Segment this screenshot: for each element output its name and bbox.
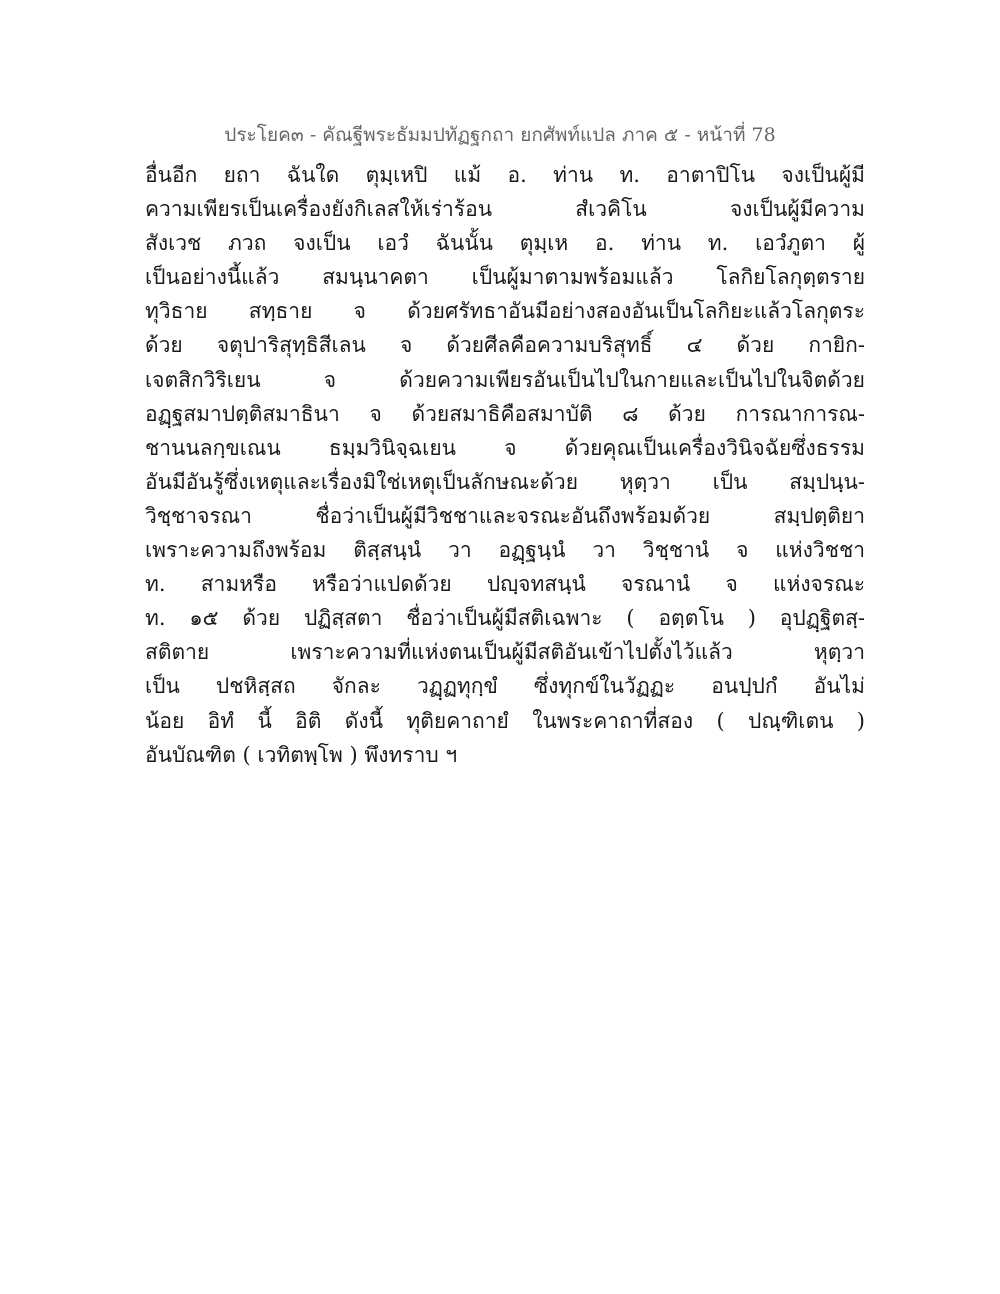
text-line: เพราะความถึงพร้อม ติสฺสนฺนํ วา อฏฺฐนฺนํ วา วิชฺชานํ จ แห่งวิชชา <box>145 538 865 563</box>
text-line: เจตสิกวิริเยน จ ด้วยความเพียรอันเป็นไปในกายและเป็นไปในจิตด้วย <box>145 367 865 392</box>
text-line: น้อย อิทํ นี้ อิติ ดังนี้ ทุติยคาถายํ ในพระคาถาที่สอง ( ปณฺฑิเตน ) <box>145 708 865 733</box>
page-header-text: ประโยค๓ - คัณฐีพระธัมมปทัฏฐกถา ยกศัพท์แปล ภาค ๕ - หน้าที่ 78 <box>224 124 776 146</box>
text-line: ความเพียรเป็นเครื่องยังกิเลสให้เร่าร้อน สํเวคิโน จงเป็นผู้มีความ <box>145 197 865 222</box>
text-line-last: อันบัณฑิต ( เวทิตพฺโพ ) พึงทราบ ฯ <box>145 742 458 767</box>
text-line: ท. ๑๕ ด้วย ปฏิสฺสตา ชื่อว่าเป็นผู้มีสติเฉพาะ ( อตฺตโน ) อุปฏฺฐิตสฺ- <box>145 606 865 631</box>
text-line: ด้วย จตุปาริสุทฺธิสีเลน จ ด้วยศีลคือความบริสุทธิ์ ๔ ด้วย กายิก- <box>145 333 865 358</box>
text-line: เป็นอย่างนี้แล้ว สมนฺนาคตา เป็นผู้มาตามพร้อมแล้ว โลกิยโลกุตฺตราย <box>145 265 865 290</box>
text-line: อฏฺฐสมาปตฺติสมาธินา จ ด้วยสมาธิคือสมาบัติ ๘ ด้วย การณาการณ- <box>145 401 865 426</box>
text-line: เป็น ปชหิสฺสถ จักละ วฏฺฏทุกฺขํ ซึ่งทุกข์ในวัฏฏะ อนปฺปกํ อันไม่ <box>145 674 865 699</box>
body-text <box>145 158 865 772</box>
text-line: อื่นอีก ยถา ฉันใด ตุมฺเหปิ แม้ อ. ท่าน ท. อาตาปิโน จงเป็นผู้มี <box>145 163 865 187</box>
text-line: สติตาย เพราะความที่แห่งตนเป็นผู้มีสติอันเข้าไปตั้งไว้แล้ว หุตฺวา <box>145 640 865 665</box>
page-header <box>0 120 1000 150</box>
text-line: ทุวิธาย สทฺธาย จ ด้วยศรัทธาอันมีอย่างสองอันเป็นโลกิยะแล้วโลกุตระ <box>145 299 865 324</box>
text-line: ท. สามหรือ หรือว่าแปดด้วย ปญฺจทสนฺนํ จรณานํ จ แห่งจรณะ <box>145 572 865 597</box>
text-line: ชานนลกฺขเณน ธมฺมวินิจฺฉเยน จ ด้วยคุณเป็นเครื่องวินิจฉัยซึ่งธรรม <box>145 435 865 460</box>
text-line: สังเวช ภวถ จงเป็น เอวํ ฉันนั้น ตุมฺเห อ. ท่าน ท. เอวํภูตา ผู้ <box>145 231 865 256</box>
text-line: วิชฺชาจรณา ชื่อว่าเป็นผู้มีวิชชาและจรณะอันถึงพร้อมด้วย สมฺปตฺติยา <box>145 503 865 528</box>
text-line: อันมีอันรู้ซึ่งเหตุและเรื่องมิใช่เหตุเป็นลักษณะด้วย หุตฺวา เป็น สมฺปนฺน- <box>145 469 865 494</box>
